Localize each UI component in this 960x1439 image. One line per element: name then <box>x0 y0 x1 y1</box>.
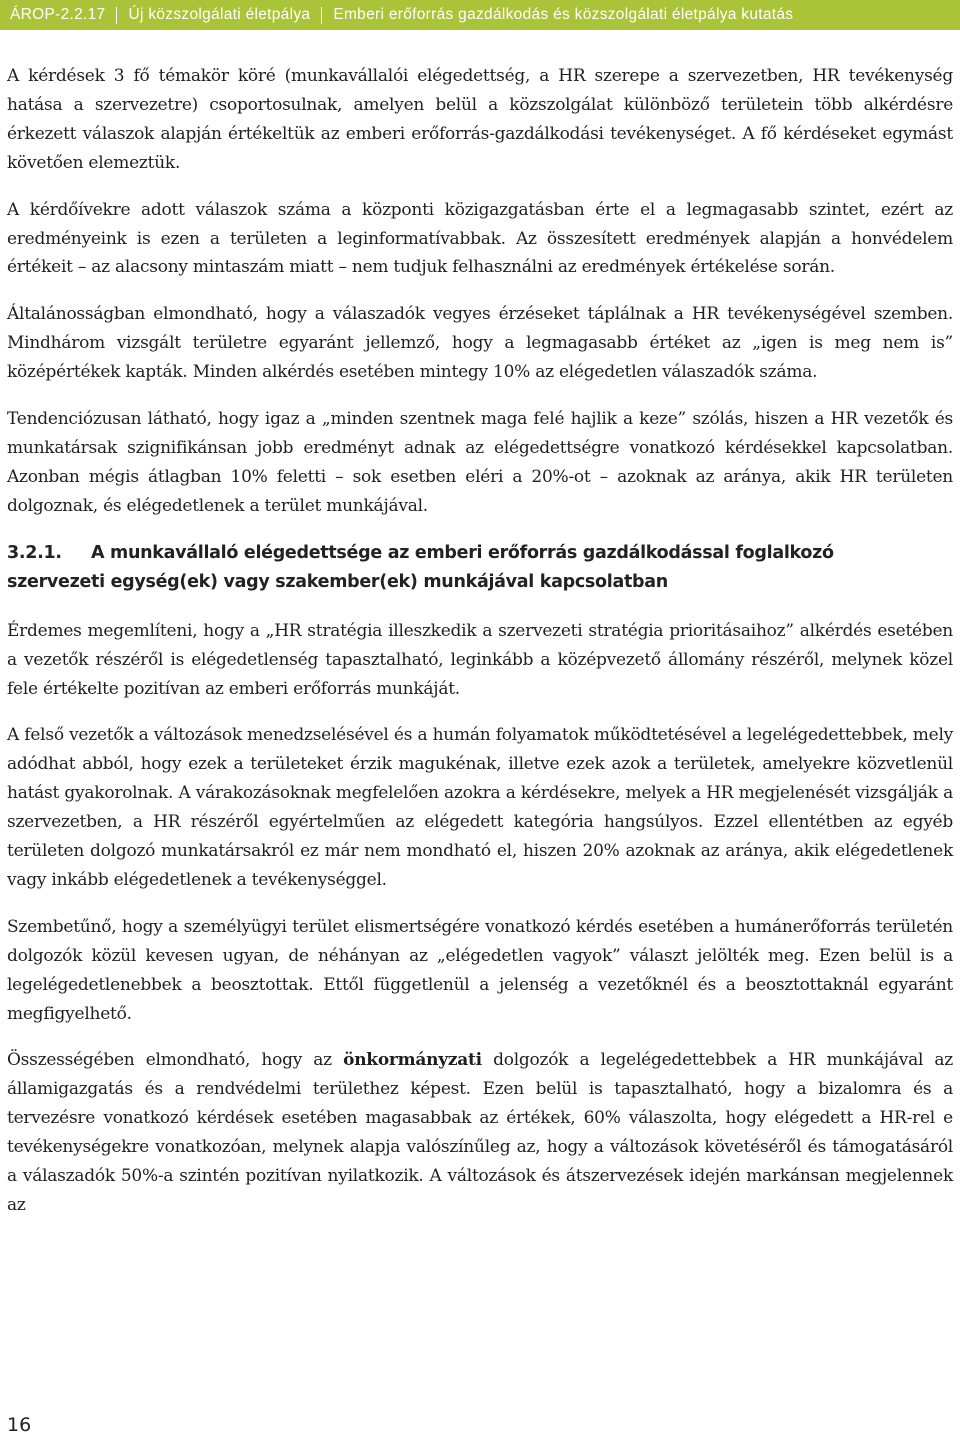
running-header <box>0 0 960 30</box>
paragraph: A felső vezetők a változások menedzselésével és a humán folyamatok működtetésével a legelégedettebbek, mely adódhat abból, hogy ezek a területeket érzik magukénak, illetve ezek azok a területek, amelyekre közvetlenül hatást gyakorolnak. A várakozásoknak megfelelően azokra a kérdésekre, melyek a HR megjelenését vizsgálják a szervezetben, a HR részéről egyértelműen az elégedett kategória hangsúlyos. Ezzel ellentétben az egyéb területen dolgozó munkatársakról ez már nem mondható el, hiszen 20% azoknak az aránya, akik elégedetlenek vagy inkább elégedetlenek a tevékenységgel. <box>7 725 953 890</box>
last-paragraph-start: Összességében elmondható, hogy az <box>7 1050 344 1071</box>
paragraph: Tendenciózusan látható, hogy igaz a „minden szentnek maga felé hajlik a keze” szólás, hiszen a HR vezetők és munkatársak szignifikánsan jobb eredményt adnak az elégedettségre vonatkozó kérdésekkel kapcsolatban. Azonban mégis átlagban 10% feletti – sok esetben eléri a 20%-ot – azoknak az aránya, akik HR területen dolgoznak, és elégedetlenek a terület munkájával. <box>7 409 953 516</box>
last-paragraph-rest: dolgozók a legelégedettebbek a HR munkájával az államigazgatás és a rendvédelmi területhez képest. Ezen belül is tapasztalható, hogy a bizalomra és a tervezésre vonatkozó kérdések esetében magasabbak az értékek, 60% válaszolta, hogy elégedett a HR-rel e tevékenységekre vonatkozóan, melynek alapja valószínűleg az, hogy a változások követéséről és támogatásáról a válaszadók 50%-a szintén pozitívan nyilatkozik. A változások és átszervezések idején markánsan megjelennek az <box>7 1050 953 1215</box>
paragraph: Szembetűnő, hogy a személyügyi terület elismertségére vonatkozó kérdés esetében a humánerőforrás területén dolgozók közül kevesen ugyan, de néhányan az „elégedetlen vagyok” választ jelölték meg. Ezen belül is a legelégedetlenebbek a beosztottak. Ettől függetlenül a jelenség a vezetőknél és a beosztottaknál egyaránt megfigyelhető. <box>7 916 953 1024</box>
paragraph-last <box>7 1046 953 1219</box>
section-title-line-2: szervezeti egység(ek) vagy szakember(ek) munkájával kapcsolatban <box>7 571 668 592</box>
section-title-line-1: A munkavállaló elégedettsége az emberi erőforrás gazdálkodással foglalkozó <box>91 542 834 563</box>
header-code: ÁROP-2.2.17 <box>10 6 106 23</box>
page-body <box>7 62 953 1220</box>
header-separator <box>116 7 117 24</box>
paragraph: A kérdések 3 fő témakör köré (munkavállalói elégedettség, a HR szerepe a szervezetben, HR tevékenység hatása a szervezetre) csoportosulnak, amelyen belül a közszolgálat különböző területein több alkérdésre érkezett válaszok alapján értékeltük az emberi erőforrás-gazdálkodási tevékenységet. A fő kérdéseket egymást követően elemeztük. <box>7 66 953 173</box>
section-heading <box>7 539 953 597</box>
header-series: Új közszolgálati életpálya <box>128 6 311 23</box>
paragraph: Általánosságban elmondható, hogy a válaszadók vegyes érzéseket táplálnak a HR tevékenységével szemben. Mindhárom vizsgált területre egyaránt jellemző, hogy a legmagasabb értéket az „igen is meg nem is” középértékek kapták. Minden alkérdés esetében mintegy 10% az elégedetlen válaszadók száma. <box>7 304 953 383</box>
paragraph: A kérdőívekre adott válaszok száma a központi közigazgatásban érte el a legmagasabb szintet, ezért az eredményeink is ezen a területen a leginformatívabbak. Az összesített eredmények alapján a honvédelem értékeit – az alacsony mintaszám miatt – nem tudjuk felhasználni az eredmények értékelése során. <box>7 199 953 278</box>
header-separator <box>321 7 322 24</box>
header-title: Emberi erőforrás gazdálkodás és közszolgálati életpálya kutatás <box>333 6 794 23</box>
section-number: 3.2.1. <box>7 542 62 563</box>
emphasized-term: önkormányzati <box>343 1050 482 1071</box>
page-number: 16 <box>7 1414 32 1436</box>
paragraph: Érdemes megemlíteni, hogy a „HR stratégia illeszkedik a szervezeti stratégia prioritásaihoz” alkérdés esetében a vezetők részéről is elégedetlenség tapasztalható, leginkább a középvezető állomány részéről, melynek közel fele értékelte pozitívan az emberi erőforrás munkáját. <box>7 620 953 699</box>
